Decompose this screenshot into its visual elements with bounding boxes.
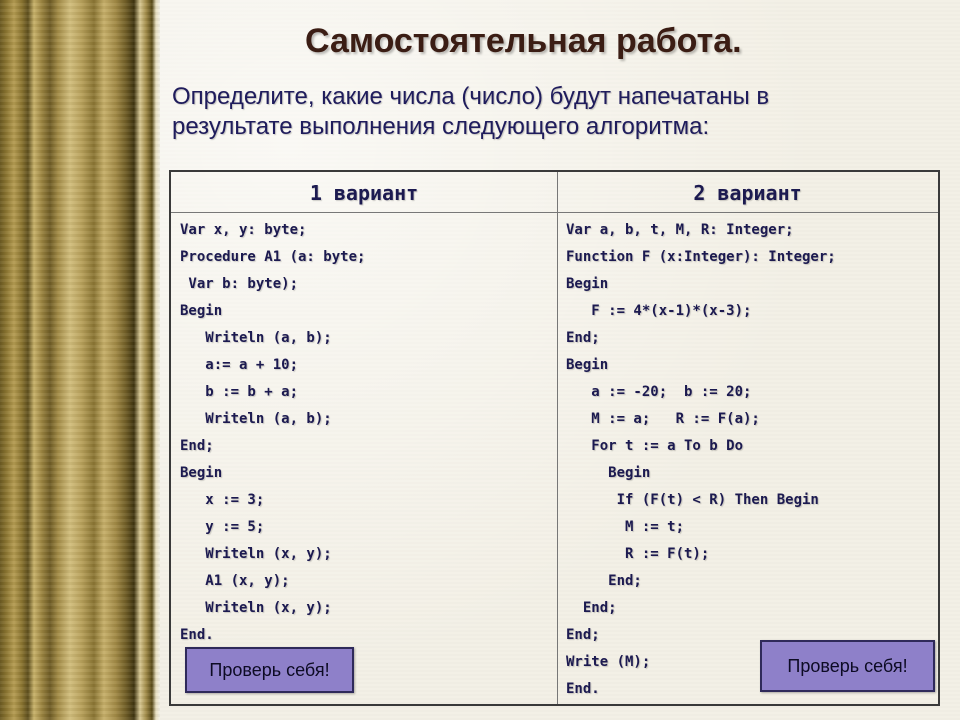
code-line: x := 3; bbox=[180, 492, 265, 508]
slide-title: Самостоятельная работа. bbox=[305, 22, 742, 60]
code-line: R := F(t); bbox=[566, 546, 710, 562]
code-line: M := t; bbox=[566, 519, 685, 535]
code-line: End; bbox=[180, 438, 214, 454]
slide-subtitle: Определите, какие числа (число) будут напечатаны в результате выполнения следующего алгоритма: bbox=[172, 83, 770, 140]
code-line: Procedure A1 (a: byte; bbox=[180, 249, 366, 265]
code-line: Writeln (a, b); bbox=[180, 330, 332, 346]
code-line: Function F (x:Integer): Integer; bbox=[566, 249, 836, 265]
variant-1-header: 1 вариант bbox=[171, 172, 557, 213]
code-line: Begin bbox=[180, 303, 223, 319]
code-line: If (F(t) < R) Then Begin bbox=[566, 492, 819, 508]
check-yourself-button-variant-2[interactable] bbox=[760, 640, 935, 692]
code-line: Begin bbox=[566, 276, 609, 292]
code-line: Writeln (x, y); bbox=[180, 546, 332, 562]
check-button-label: Проверь себя! bbox=[209, 659, 330, 680]
code-line: End; bbox=[566, 600, 617, 616]
code-line: y := 5; bbox=[180, 519, 265, 535]
code-line: Begin bbox=[566, 465, 651, 481]
code-line: a:= a + 10; bbox=[180, 357, 299, 373]
code-line: End; bbox=[566, 627, 600, 643]
variant-1-code bbox=[171, 213, 557, 649]
code-line: a := -20; b := 20; bbox=[566, 384, 752, 400]
code-line: Var x, y: byte; bbox=[180, 222, 307, 238]
code-table bbox=[169, 170, 940, 706]
code-line: Begin bbox=[180, 465, 223, 481]
code-line: b := b + a; bbox=[180, 384, 299, 400]
variant-2-header: 2 вариант bbox=[557, 172, 938, 213]
code-line: End; bbox=[566, 573, 642, 589]
code-line: A1 (x, y); bbox=[180, 573, 290, 589]
check-button-label: Проверь себя! bbox=[787, 655, 908, 676]
code-line: End. bbox=[180, 627, 214, 643]
decorative-border bbox=[0, 0, 160, 720]
code-line: Writeln (a, b); bbox=[180, 411, 332, 427]
code-line: End. bbox=[566, 681, 600, 697]
code-line: Var a, b, t, M, R: Integer; bbox=[566, 222, 794, 238]
code-line: M := a; R := F(a); bbox=[566, 411, 760, 427]
code-line: Begin bbox=[566, 357, 609, 373]
check-yourself-button-variant-1[interactable] bbox=[185, 647, 354, 693]
code-line: Writeln (x, y); bbox=[180, 600, 332, 616]
variant-2-column bbox=[557, 172, 938, 704]
code-line: Var b: byte); bbox=[180, 276, 299, 292]
code-line: F := 4*(x-1)*(x-3); bbox=[566, 303, 752, 319]
variant-2-code bbox=[557, 213, 938, 703]
code-line: For t := a To b Do bbox=[566, 438, 744, 454]
code-line: Write (M); bbox=[566, 654, 651, 670]
variant-1-column bbox=[171, 172, 558, 704]
code-line: End; bbox=[566, 330, 600, 346]
